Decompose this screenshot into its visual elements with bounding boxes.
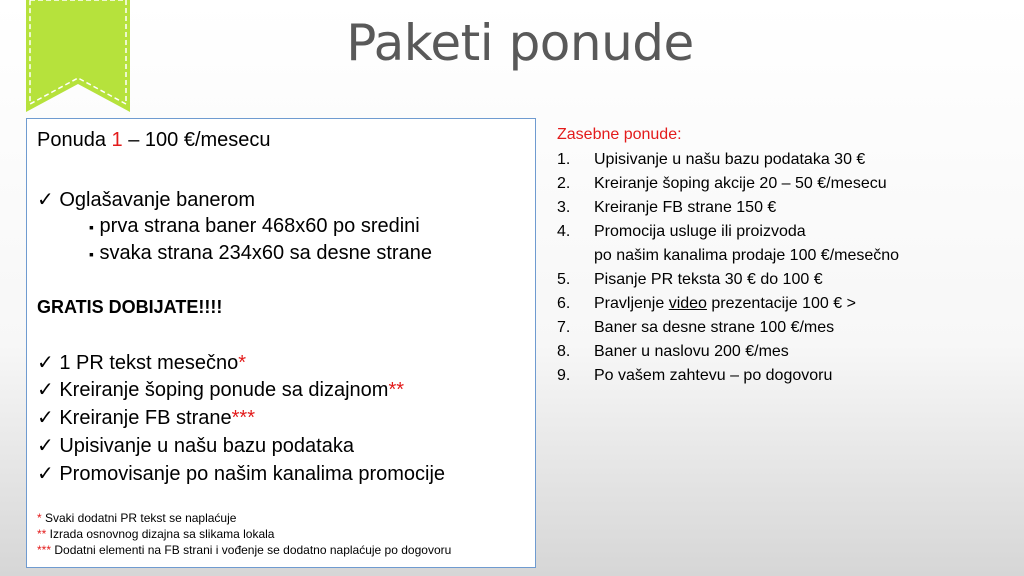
gratis-item-text: Promovisanje po našim kanalima promocije <box>59 463 446 485</box>
square-bullet-icon: ▪ <box>89 246 94 262</box>
footnote-mark: *** <box>37 543 52 557</box>
gratis-item-text: Kreiranje šoping ponude sa dizajnom <box>59 379 389 401</box>
list-item <box>557 172 1017 196</box>
list-text: Promocija usluge ili proizvoda <box>594 223 806 240</box>
separate-offers <box>557 126 1017 388</box>
gratis-item <box>37 377 404 402</box>
square-bullet-icon: ▪ <box>89 219 94 235</box>
check-icon: ✓ <box>37 379 54 401</box>
offer-box <box>26 118 536 568</box>
list-text: Upisivanje u našu bazu podataka 30 € <box>594 151 866 168</box>
gratis-item <box>37 350 246 375</box>
list-text: Pisanje PR teksta 30 € do 100 € <box>594 271 823 288</box>
sub-item-text: prva strana baner 468x60 po sredini <box>99 215 420 237</box>
list-number: 6. <box>557 295 571 312</box>
list-text <box>594 292 1017 316</box>
footnote-mark: ** <box>37 527 47 541</box>
list-item <box>557 316 1017 340</box>
check-icon: ✓ <box>37 407 54 429</box>
list-item <box>557 196 1017 220</box>
list-item <box>557 148 1017 172</box>
list-number: 1. <box>557 151 571 168</box>
footnote-mark: ** <box>388 379 405 401</box>
list-text: Kreiranje šoping akcije 20 – 50 €/mesecu <box>594 175 887 192</box>
list-number: 5. <box>557 271 571 288</box>
check-icon: ✓ <box>37 189 54 211</box>
footnote-text: Izrada osnovnog dizajna sa slikama lokala <box>46 527 275 541</box>
list-text: Kreiranje FB strane 150 € <box>594 199 777 216</box>
list-text: Baner sa desne strane 100 €/mes <box>594 319 835 336</box>
list-item <box>557 340 1017 364</box>
feature-banner <box>37 187 255 212</box>
feature-banner-label: Oglašavanje banerom <box>59 189 256 211</box>
offer-number: 1 <box>111 129 123 151</box>
footnote-mark: * <box>238 352 247 374</box>
list-item <box>557 292 1017 316</box>
list-number: 2. <box>557 175 571 192</box>
list-number: 8. <box>557 343 571 360</box>
footnote <box>37 511 236 525</box>
page-title: Paketi ponude <box>346 14 694 72</box>
footnote-text: Svaki dodatni PR tekst se naplaćuje <box>41 511 237 525</box>
gratis-heading: GRATIS DOBIJATE!!!! <box>37 297 223 317</box>
offer-label: Ponuda <box>37 129 106 151</box>
separate-offers-list <box>557 148 1017 388</box>
gratis-item <box>37 461 445 486</box>
list-number: 3. <box>557 199 571 216</box>
list-item <box>557 220 1017 268</box>
video-link[interactable]: video <box>668 295 707 312</box>
list-text-continuation: po našim kanalima prodaje 100 €/mesečno <box>594 247 900 264</box>
list-item <box>557 364 1017 388</box>
list-number: 9. <box>557 367 571 384</box>
gratis-item <box>37 405 255 430</box>
list-text-post: prezentacije 100 € > <box>706 295 856 312</box>
list-text-pre: Pravljenje <box>594 295 669 312</box>
footnote <box>37 543 451 557</box>
list-text: Po vašem zahtevu – po dogovoru <box>594 367 833 384</box>
list-number: 4. <box>557 223 571 240</box>
offer-heading <box>37 129 271 152</box>
sub-item-text: svaka strana 234x60 sa desne strane <box>99 242 432 264</box>
sub-item <box>89 242 432 265</box>
footnote-text: Dodatni elementi na FB strani i vođenje se dodatno naplaćuje po dogovoru <box>51 543 452 557</box>
gratis-item-text: 1 PR tekst mesečno <box>59 352 239 374</box>
check-icon: ✓ <box>37 435 54 457</box>
check-icon: ✓ <box>37 352 54 374</box>
footnote <box>37 527 274 541</box>
list-item <box>557 268 1017 292</box>
gratis-item-text: Kreiranje FB strane <box>59 407 232 429</box>
list-text: Baner u naslovu 200 €/mes <box>594 343 789 360</box>
check-icon: ✓ <box>37 463 54 485</box>
footnote-mark: * <box>37 511 42 525</box>
gratis-item-text: Upisivanje u našu bazu podataka <box>59 435 354 457</box>
separate-offers-heading: Zasebne ponude: <box>557 126 682 143</box>
list-number: 7. <box>557 319 571 336</box>
sub-item <box>89 215 420 238</box>
footnote-mark: *** <box>231 407 255 429</box>
offer-price: – 100 €/mesecu <box>128 129 271 151</box>
gratis-item <box>37 433 354 458</box>
